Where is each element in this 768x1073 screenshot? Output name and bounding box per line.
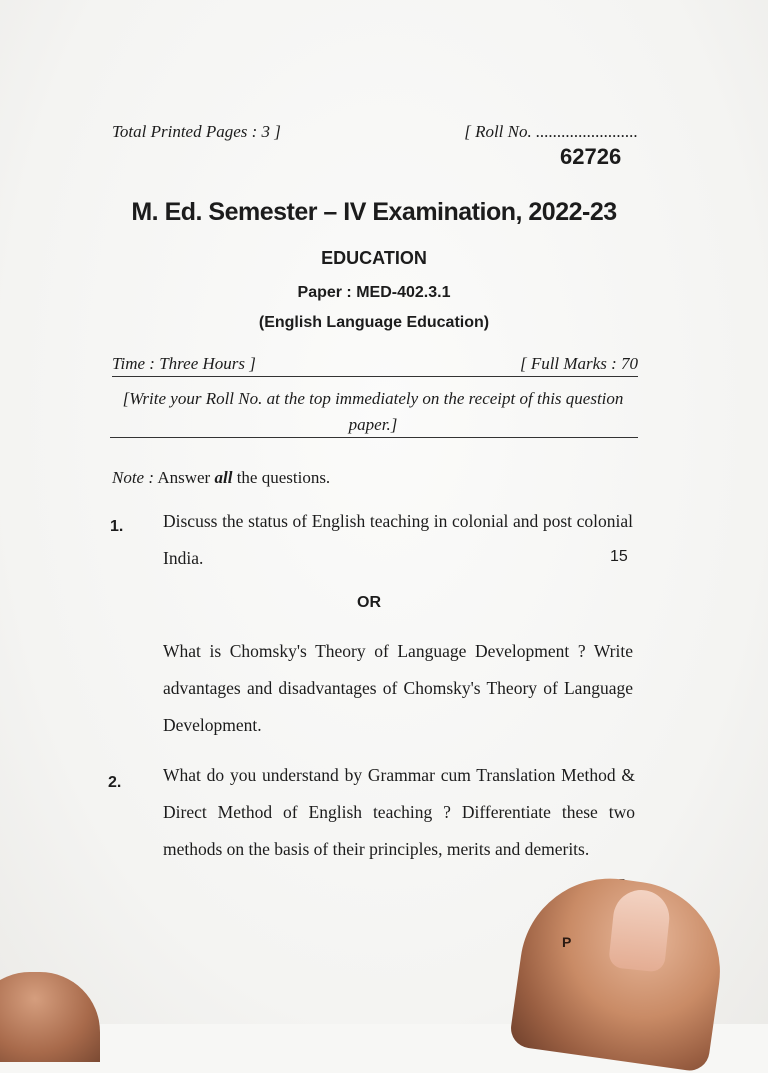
question-1-alternative-text: What is Chomsky's Theory of Language Development ? Write advantages and disadvantages of Chomsky's Theory of Language Development. (163, 641, 633, 735)
note-text-after: the questions. (236, 468, 331, 487)
header-row (112, 122, 638, 142)
question-2-text: What do you understand by Grammar cum Translation Method & Direct Method of English teaching ? Differentiate these two methods on the basis of their principles, merits and demerits. (163, 765, 635, 859)
question-1-number: 1. (110, 518, 124, 535)
time-allowed: Time : Three Hours ] (112, 354, 256, 373)
question-1-text: Discuss the status of English teaching in colonial and post colonial India. (163, 511, 633, 568)
roll-number-field: [ Roll No. ........................ (464, 122, 638, 141)
or-separator: OR (357, 594, 381, 611)
roll-instruction: [Write your Roll No. at the top immediately on the receipt of this question paper.] (122, 389, 624, 434)
paper-code: 62726 (560, 144, 622, 169)
total-printed-pages: Total Printed Pages : 3 ] (112, 122, 281, 141)
question-1-marks: 15 (610, 548, 628, 565)
divider (110, 437, 638, 438)
full-marks: [ Full Marks : 70 (519, 354, 638, 373)
exam-subject: EDUCATION (321, 248, 427, 268)
time-marks-row (112, 354, 638, 377)
left-thumb (0, 972, 100, 1062)
paper-name: (English Language Education) (258, 314, 490, 331)
page-edge-letter: P (562, 934, 572, 950)
exam-title: M. Ed. Semester – IV Examination, 2022-23 (131, 198, 617, 226)
paper-number: Paper : MED-402.3.1 (297, 284, 451, 301)
note-text-before: Answer (157, 468, 211, 487)
note-label: Note : (112, 468, 155, 487)
note-emphasis: all (214, 468, 233, 487)
question-2-number: 2. (108, 774, 122, 791)
note-line (112, 468, 330, 488)
